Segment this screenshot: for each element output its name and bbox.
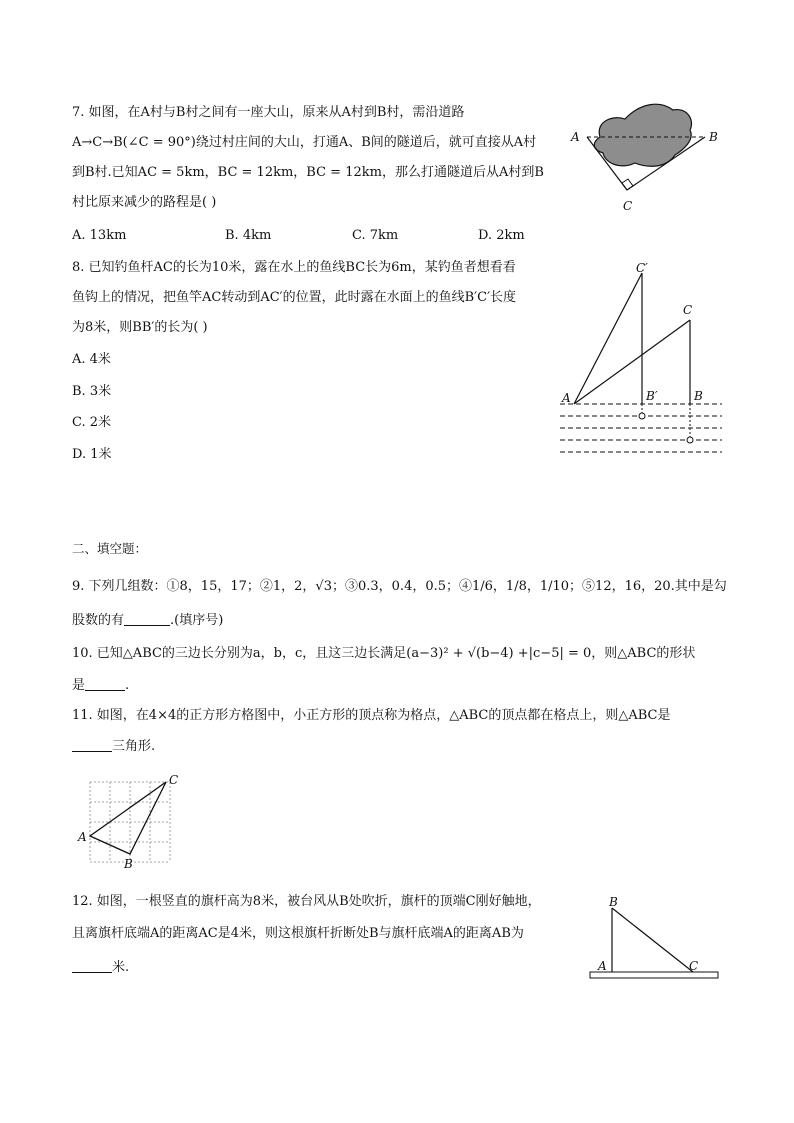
q7-line3: 到B村.已知AC = 5km，BC = 12km，BC = 12km，那么打通隧道后从A村到B [72, 165, 544, 180]
q7-option-b: B. 4km [225, 228, 272, 243]
q12-label-b: B [609, 895, 618, 909]
q7-option-a: A. 13km [72, 228, 127, 243]
mountain-shape [594, 104, 691, 166]
q8-label-c-prime: C′ [636, 261, 648, 275]
q8-option-b: B. 3米 [72, 384, 112, 399]
q10-line2 [72, 676, 129, 696]
q11-text: 三角形. [112, 739, 156, 754]
rod-ac [574, 320, 690, 404]
q12-line3 [72, 958, 129, 978]
q8-option-d: D. 1米 [72, 447, 112, 462]
q11-grid-figure [72, 770, 187, 870]
q9-line1: 9. 下列几组数：①8，15，17；②1，2，√3；③0.3，0.4，0.5；④1/6，1/8，1/10；⑤12，16，20.其中是勾 [72, 579, 727, 594]
q7-option-d: D. 2km [478, 228, 525, 243]
ground [590, 972, 718, 978]
q12-flagpole-figure [585, 892, 725, 984]
q7-line4: 村比原来减少的路程是( ) [72, 195, 217, 210]
section-title: 二、填空题： [72, 541, 148, 556]
q7-line1: 7. 如图，在A村与B村之间有一座大山，原来从A村到B村，需沿道路 [72, 105, 465, 120]
q10-text-b: . [125, 678, 130, 693]
q8-option-a: A. 4米 [72, 352, 111, 367]
q12-text: 米. [112, 960, 130, 975]
q8-label-b: B [694, 389, 703, 403]
rod-ac-prime [574, 273, 642, 404]
q9-text-a: 股数的有 [72, 613, 125, 628]
q8-line3: 为8米，则BB′的长为( ) [72, 320, 208, 335]
q11-label-c: C [169, 773, 179, 787]
q11-label-a: A [78, 830, 87, 844]
q12-answer-blank[interactable] [72, 959, 112, 973]
q11-line2 [72, 737, 155, 757]
hook-b-prime [639, 413, 645, 419]
q7-option-c: C. 7km [352, 228, 399, 243]
q8-line2: 鱼钩上的情况，把鱼竿AC转动到AC′的位置，此时露在水面上的鱼线B′C′长度 [72, 290, 517, 305]
triangle-abc [90, 782, 166, 854]
q7-mountain-figure [565, 95, 725, 220]
q12-label-c: C [689, 959, 699, 973]
q7-label-b: B [709, 130, 718, 144]
q7-label-c: C [623, 199, 633, 213]
q7-line2: A→C→B(∠C = 90°)绕过村庄间的大山，打通A、B间的隧道后，就可直接从A村 [72, 135, 537, 150]
q8-option-c: C. 2米 [72, 415, 112, 430]
q8-label-a: A [562, 391, 571, 405]
q12-label-a: A [598, 959, 607, 973]
hook-b [687, 437, 693, 443]
right-angle-mark [622, 179, 633, 190]
q11-answer-blank[interactable] [72, 738, 112, 752]
q9-line2 [72, 611, 223, 631]
q7-label-a: A [571, 130, 580, 144]
q11-label-b: B [124, 857, 133, 870]
q10-text-a: 是 [72, 678, 86, 693]
q10-line1: 10. 已知△ABC的三边长分别为a，b，c，且这三边长满足(a−3)² + √(b−4) +|c−5| = 0，则△ABC的形状 [72, 646, 696, 661]
q12-line1: 12. 如图，一根竖直的旗杆高为8米，被台风从B处吹折，旗杆的顶端C刚好触地， [72, 894, 541, 909]
q8-fishing-figure [558, 258, 728, 458]
grid-lines [90, 782, 170, 862]
broken-part-bc [612, 908, 693, 972]
q8-line1: 8. 已知钓鱼杆AC的长为10米，露在水上的鱼线BC长为6m，某钓鱼者想看看 [72, 260, 516, 275]
q12-line2: 且离旗杆底端A的距离AC是4米，则这根旗杆折断处B与旗杆底端A的距离AB为 [72, 926, 524, 941]
q8-label-b-prime: B′ [646, 389, 658, 403]
q9-answer-blank[interactable] [124, 612, 170, 626]
q9-text-b: .(填序号) [170, 613, 224, 628]
q10-answer-blank[interactable] [85, 677, 125, 691]
q11-line1: 11. 如图，在4×4的正方形方格图中，小正方形的顶点称为格点，△ABC的顶点都在格点上，则△ABC是 [72, 708, 671, 723]
q8-label-c: C [683, 303, 693, 317]
